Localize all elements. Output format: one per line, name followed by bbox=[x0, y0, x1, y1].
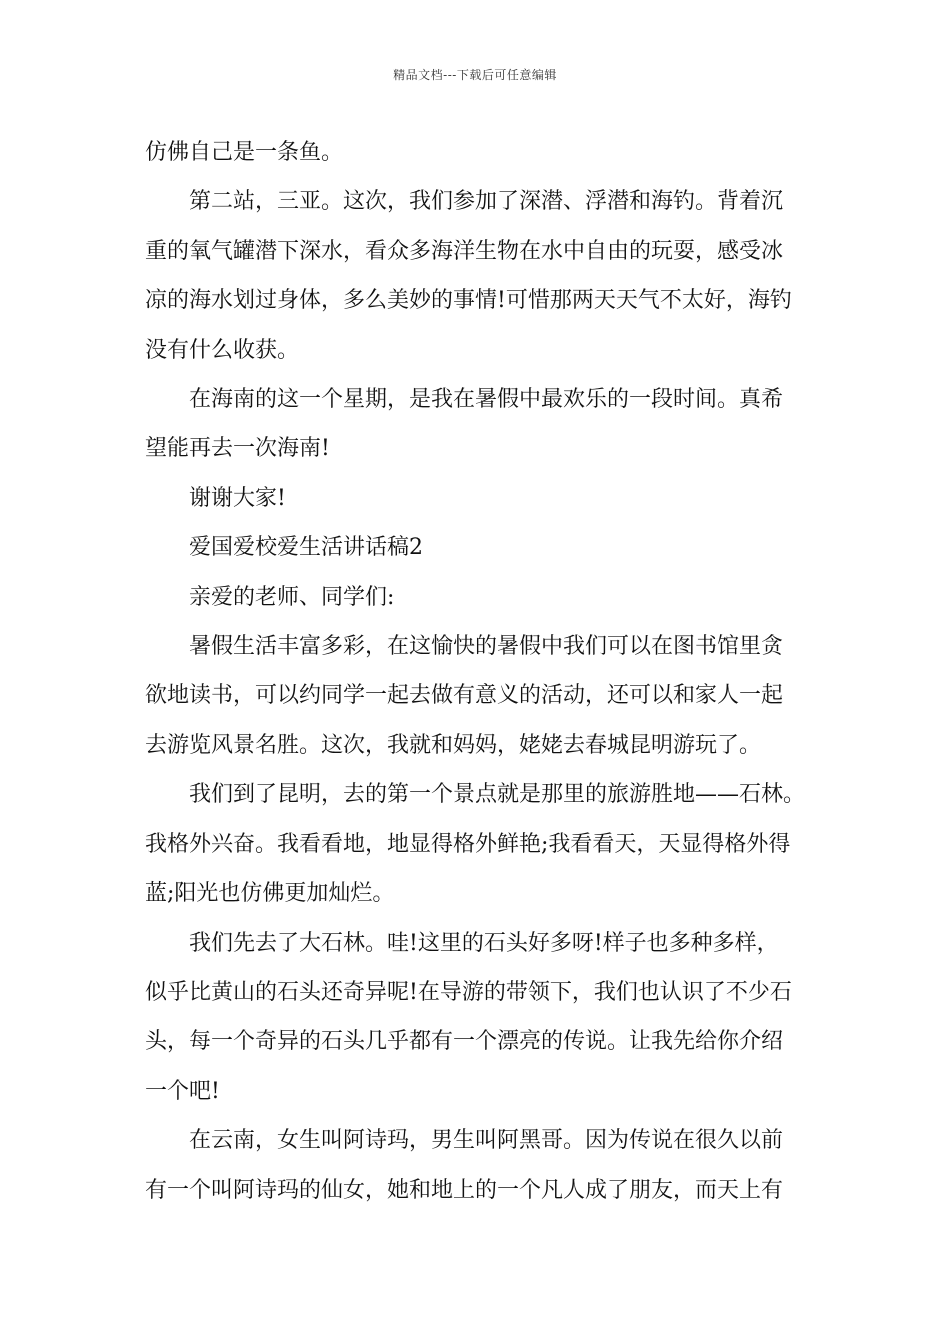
salutation: 亲爱的老师、同学们: bbox=[189, 584, 395, 610]
paragraph-9: 我们先去了大石林。哇!这里的石头好多呀!样子也多种多样， 似乎比黄山的石头还奇异呢!在导游的带领下，我们也认识了不少石 头，每一个奇异的石头几乎都有一个漂亮的传说。让我先给你介绍 一个吧! bbox=[145, 930, 792, 1104]
document-body bbox=[145, 128, 810, 1215]
page-header: 精品文档---下载后可任意编辑 bbox=[393, 68, 557, 82]
paragraph-7: 暑假生活丰富多彩，在这愉快的暑假中我们可以在图书馆里贪 欲地读书，可以约同学一起去做有意义的活动，还可以和家人一起 去游览风景名胜。这次，我就和妈妈，姥姥去春城昆明游玩了。 bbox=[145, 634, 784, 758]
paragraph-3: 在海南的这一个星期，是我在暑假中最欢乐的一段时间。真希 望能再去一次海南! bbox=[145, 387, 784, 462]
paragraph-10: 在云南，女生叫阿诗玛，男生叫阿黑哥。因为传说在很久以前 有一个叫阿诗玛的仙女，她和地上的一个凡人成了朋友，而天上有 bbox=[145, 1128, 784, 1203]
paragraph-1: 仿佛自己是一条鱼。 bbox=[145, 140, 344, 165]
section-title: 爱国爱校爱生活讲话稿2 bbox=[189, 535, 423, 561]
paragraph-4: 谢谢大家! bbox=[189, 485, 286, 511]
paragraph-8: 我们到了昆明，去的第一个景点就是那里的旅游胜地——石林。 我格外兴奋。我看看地，地显得格外鲜艳;我看看天，天显得格外得 蓝;阳光也仿佛更加灿烂。 bbox=[145, 782, 806, 907]
paragraph-2: 第二站，三亚。这次，我们参加了深潜、浮潜和海钓。背着沉 重的氧气罐潜下深水，看众多海洋生物在水中自由的玩耍，感受冰 凉的海水划过身体，多么美妙的事情!可惜那两天天气不太好，海钓 没有什么收获。 bbox=[145, 189, 792, 363]
